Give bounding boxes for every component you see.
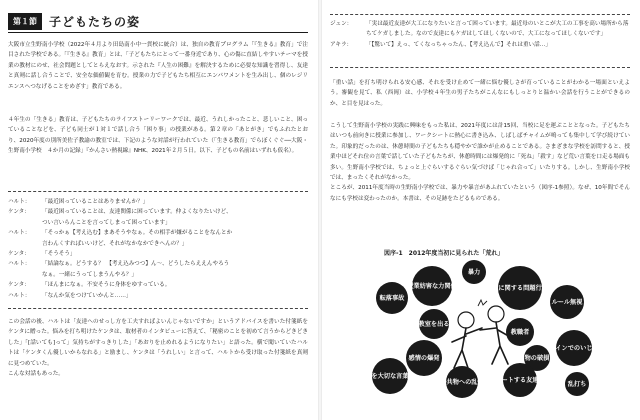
speaker	[8, 239, 42, 249]
speech: 言わんくすればいいけど、それがなかなかできへんの？」	[42, 240, 188, 247]
dialogue-line	[8, 197, 308, 207]
reflection-paragraph: 「重い話」を打ち明けられる安心感、それを受け止めて一緒に悩む優しさが育っていることがわかる一場面といえよう。審観を見て、私（西岡）は、小学校４年生の男子たちがこんなにもしっとりと温かい会話を行うことができるのか、と目を見はった。	[330, 80, 630, 107]
speech: 「【驚いて】えっ、てくなっちゃったん、【考え込んで】それは重い話…」	[366, 41, 551, 48]
dialogue-line	[330, 40, 630, 50]
speech: 「実は最近友達が大工になりたいと言って困っています。最近母のいとこが大工の工事を高い場所から落ちてケガしました。なので友達にもケガはしてほしくないので、大工になってほしくないです」	[366, 21, 629, 38]
bubble-label: 物の破損	[524, 355, 550, 362]
section-badge: 第１節	[8, 13, 42, 30]
bubble	[406, 340, 442, 376]
dialogue-line	[8, 291, 308, 301]
speech: 「結論なぁ。どうする？ 【考え込みつつ】ん〜、どうしたらええんやろう	[42, 261, 230, 268]
bubble-label: 公共物への乱入	[440, 379, 484, 386]
bubble-label: エスカレートする友達への暴力	[476, 377, 564, 384]
bubble-label: 乱打ち	[567, 381, 587, 388]
speech: 「なんか気をつけていかんと……」	[42, 292, 132, 299]
dialogue-line	[8, 228, 308, 238]
figure-title: 図序-1 2012年度当初に見られた「荒れ」	[384, 250, 504, 257]
bubble-label: 暴力	[467, 269, 481, 276]
bubble	[376, 282, 408, 314]
dialogue-line	[8, 218, 308, 228]
bubble-label: 教室を出る	[418, 321, 450, 328]
speaker	[8, 218, 42, 228]
history-paragraph: こうして生野南小学校の実践に興味をもった私は、2021年度には計15回、当校に足を運ぶこととなった。子どもたちはいつも前向きに授業に参加し、ワークシートに熱心に書き込み、しばしばチャイムが鳴っても集中して学び続けていた。印象的だったのは、休憩時間の子どもたちも穏やかで誰かが止めることである。さまざまな学校を訪問すると、授業中ほどそれ位の言葉で話していた子どもたちが、休憩時間には爆発的に「死ね」「殺す」など荒い言葉を口走る場面も多い。生野南小学校では、ちょっと上ぐらいするぐらい気づけば「じゃれ合って」いたりする。しかし、生野南小学校では、まったくそれがなかった。 ところが、2011年度当時の生野南小学校では、暴力や暴言があふれていたという（図序-1参照）。なぜ、10年間でそんなにも学校は変わったのか。本書は、その足跡をたどるものである。	[330, 123, 630, 202]
bubble	[418, 309, 450, 339]
speech: 「そうそう」	[42, 251, 76, 258]
bubble	[492, 266, 548, 310]
bubble-label: 教職者	[510, 329, 530, 336]
bubble	[550, 285, 584, 319]
bubble	[462, 260, 486, 284]
left-page	[0, 0, 318, 420]
speaker: アキラ：	[330, 41, 353, 48]
right-page	[322, 0, 640, 420]
speech: 「最近困っていることはありませんか？」	[42, 199, 149, 205]
speaker: ハルト：	[8, 199, 31, 205]
dialogue-line	[8, 249, 308, 259]
dialogue-line	[8, 270, 308, 280]
followup-paragraph: この会話の後、ハルトは「友達へのせっし方を工夫すればよいんじゃないですか」というアドバイスを書いた付箋紙をケンタに贈った。悩みを打ち明けたケンタは、取材者のインタビューに答えて、「秘密のことを初めて言うからどきどきした」「[話いても]って」気持ちがすっきりした」「あおりを止めれるようになりたい」と語った。横で聞いていたハルトは「ケンタくん優しいからなれる」と励まし、ケンタは「うれしい」と言って、ハルトから受け取った付箋紙を真剣に見つめていた。 こんな対話もあった。	[8, 319, 308, 378]
bubble	[565, 372, 589, 396]
bubble-label: 感情の爆発	[408, 355, 440, 362]
speaker: ハルト：	[8, 292, 31, 299]
speaker: ケンタ：	[8, 282, 30, 289]
speaker: ケンタ：	[8, 251, 30, 258]
dialogue-line	[8, 239, 308, 249]
section-divider	[8, 32, 308, 33]
dialogue-line	[8, 207, 308, 217]
bubble	[477, 363, 563, 397]
bubble-label: 心を大切な言葉が	[365, 373, 415, 380]
speech: 「そっかぁ【考え込む】まあそうやなぁ。その相手が嫌がることをなんとか	[42, 230, 233, 237]
bubble	[506, 318, 534, 346]
context-paragraph: ４年生の「生きる」教育は、子どもたちのライフストーリーワークでは、最近、うれしかったこと、悲しいこと、困っていることなどを、子ども同士が１対１で話し合う「困り事」の授業がある。第２章の「あとがき」でもふれたとおり、2020年度の別所美佐子教諭の教室では、下記のような対話が行われていた（「生きる教育」でらぼくぐぐ──大阪・生野南小学校 ４か月の記録」『かんさい熱視線』NHK、2021年２月５日。以下、子どもの名前はいずれも仮名）。	[8, 117, 308, 155]
bubble-label: ラインでのいじめ	[549, 345, 599, 352]
figure-bubbles	[362, 258, 602, 398]
speech: つい言いらんことを言ってしまって困っています」	[42, 219, 171, 226]
section-title: 子どもたちの姿	[49, 15, 141, 29]
section-header	[8, 13, 140, 30]
intro-paragraph: 大阪市立生野南小学校（2022年４月より田島南小中一貫校に統合）は、独自の教育プログラム「『生きる』教育」で注目された学校である。「『生きる』教育」とは、「子どもたちにとって一番身近であり、心の傷に直結しやすいテーマを授業の教材にのせ、社会問題としてとらえなおす。示された『人生の困難』を解決するために必要な知識を習得し、友達と真剣に話し合うことで、安全な価値観を育む。授業の力で子どもたち相互にエンパワメントを生み出し、個のレジリエンスへつなげることをめざす」教育である。	[8, 42, 308, 90]
dialogue-line	[330, 19, 630, 40]
speaker: ケンタ：	[8, 209, 30, 216]
speech: なぁ。一緒にうってしまうんやろ？」	[42, 271, 138, 278]
dialogue-box	[330, 14, 630, 68]
speech: 「最近困っていることは、友達関係に困っています。仲よくなりたいけど、	[42, 209, 232, 216]
bubble	[549, 330, 598, 366]
bubble-label: 性に関する問題行動	[492, 285, 548, 292]
bubble-label: ルール無視	[551, 299, 583, 306]
speaker	[8, 270, 42, 280]
bubble-label: 授業妨害な力関係	[407, 283, 457, 290]
speech: 「ほんまになぁ。不安そうに身体をゆすっている。	[42, 282, 171, 289]
bubble	[406, 266, 457, 306]
dialogue-box	[8, 191, 308, 309]
speaker: ハルト：	[8, 261, 31, 268]
dialogue-line	[8, 259, 308, 269]
speaker: ジュン：	[330, 21, 353, 27]
speaker: ハルト：	[8, 230, 31, 237]
dialogue-line	[8, 280, 308, 290]
bubble-label: 転落事故	[379, 295, 405, 302]
